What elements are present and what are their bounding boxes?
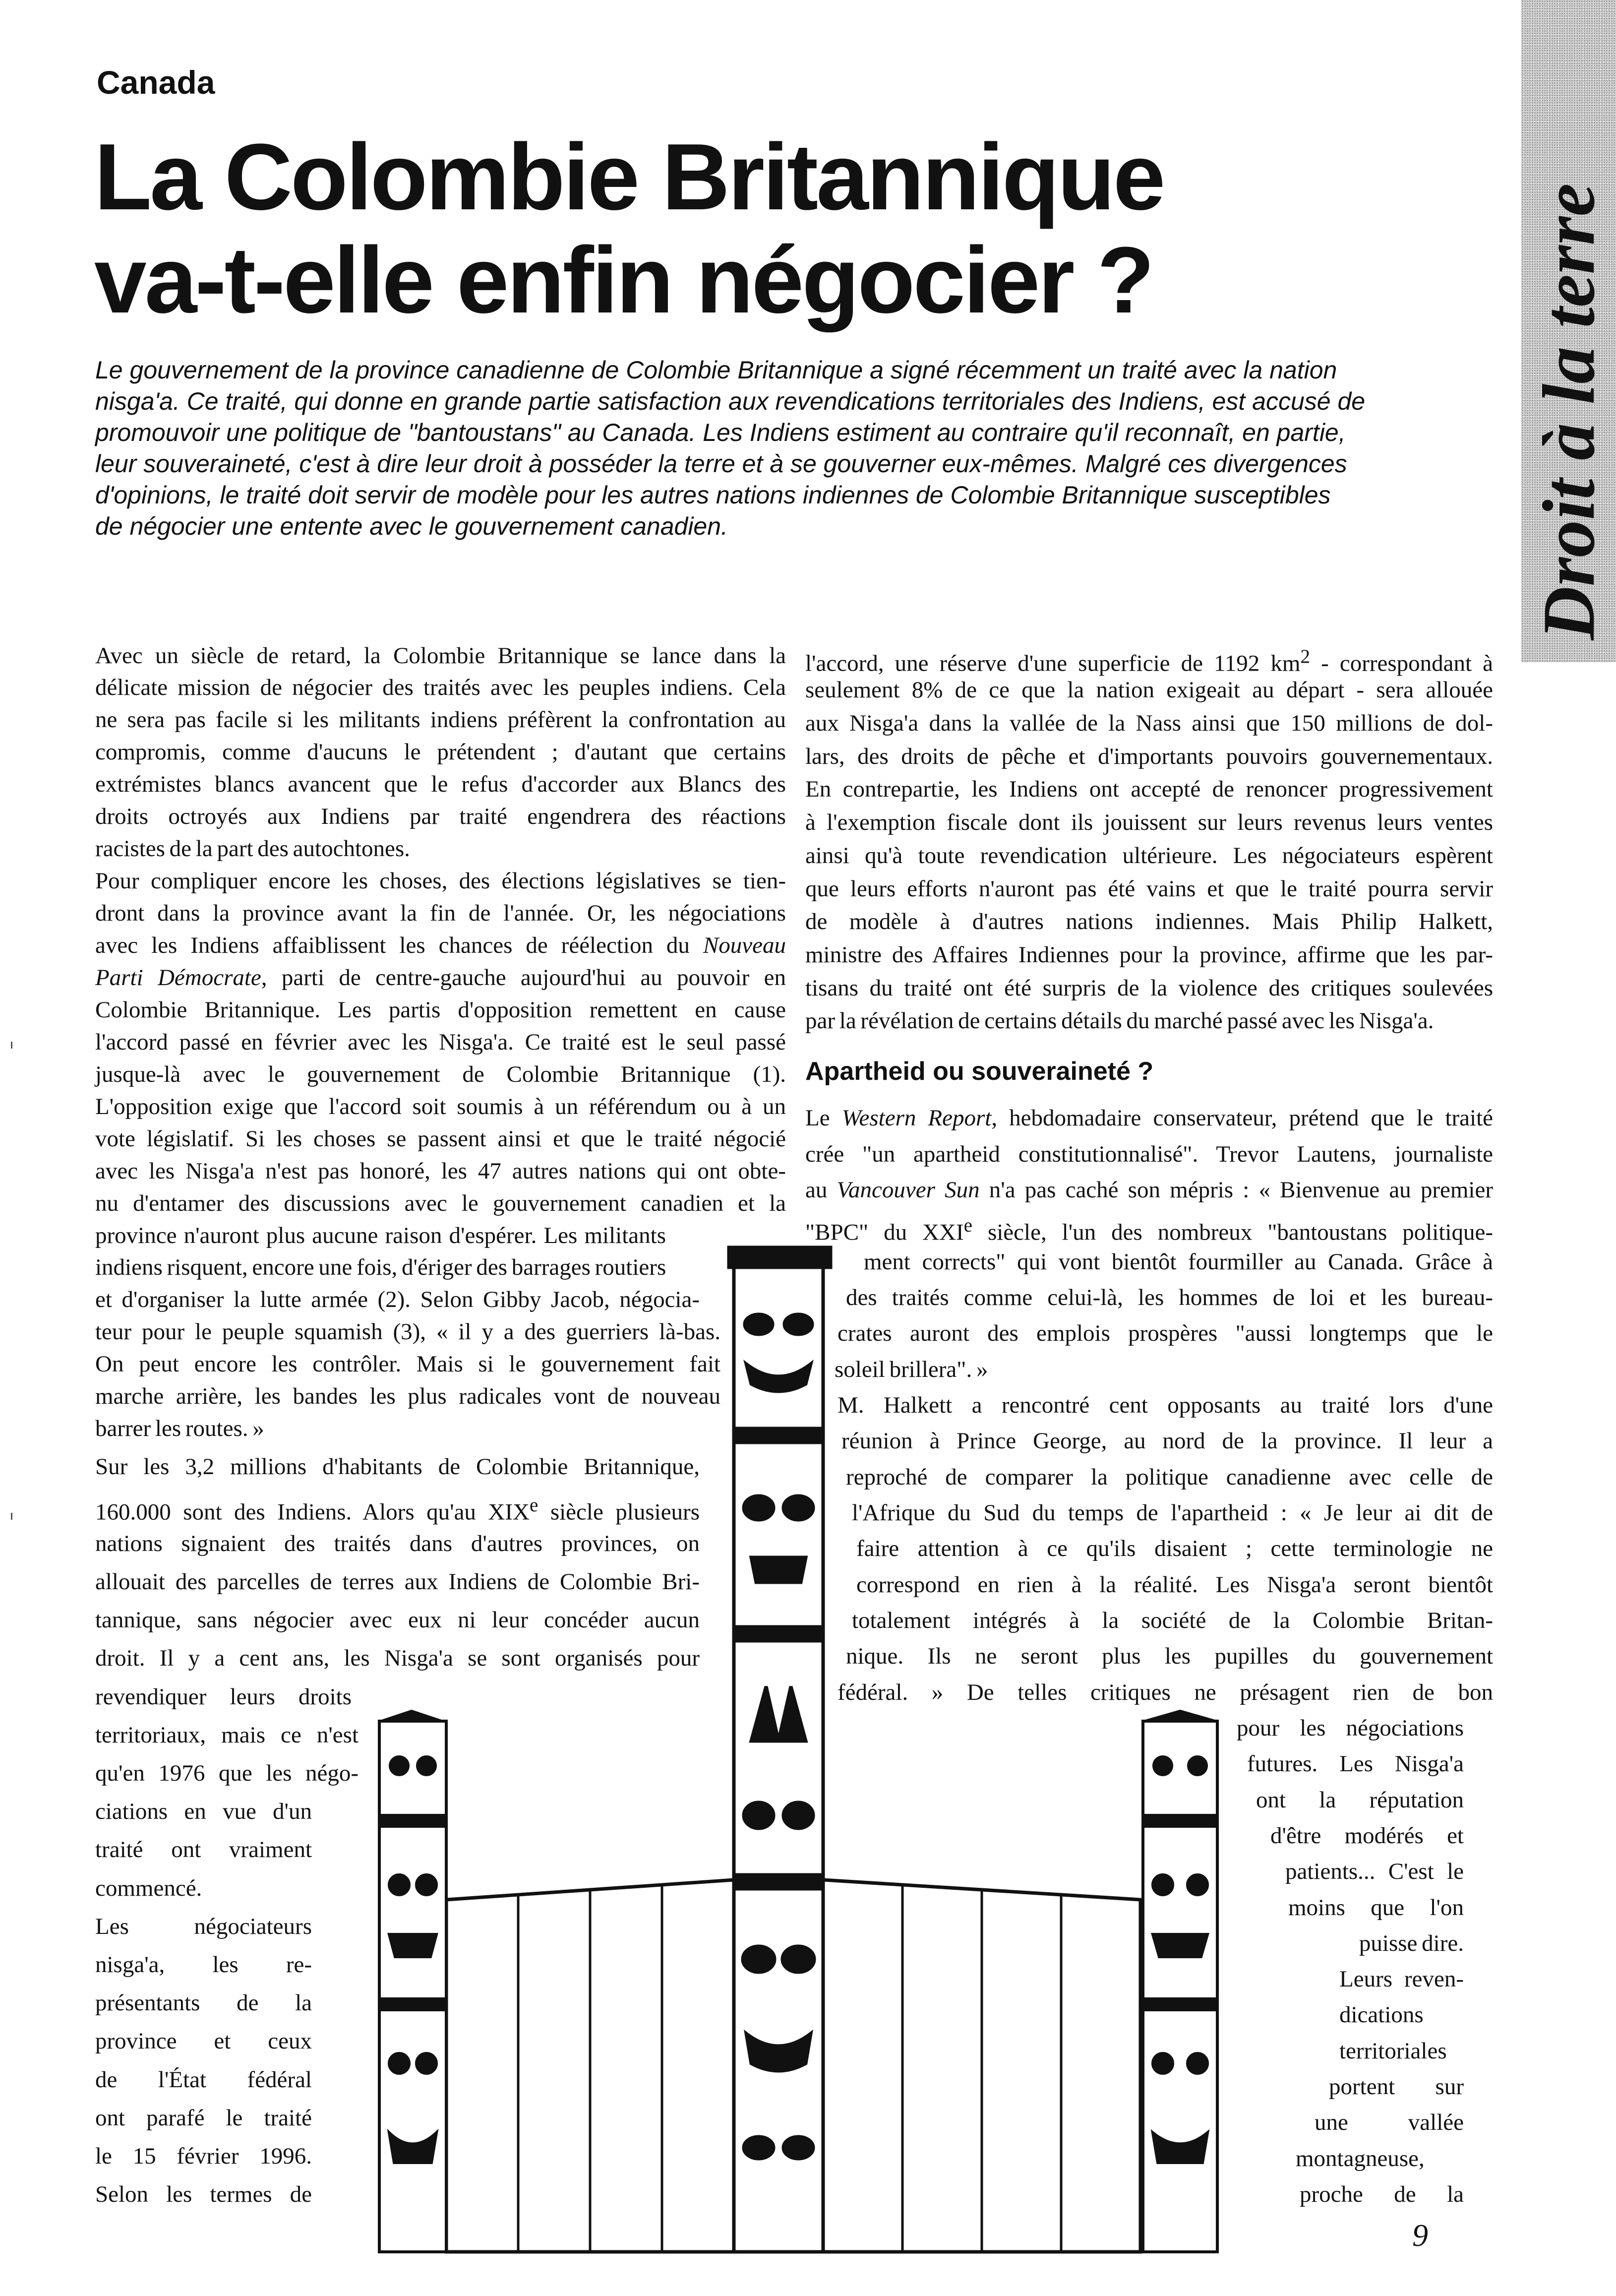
article-line: vote législatif. Si les choses se passent ainsi et que le traité négocié — [95, 1126, 786, 1152]
article-line: province n'auront plus aucune raison d'espérer. Les militants — [95, 1223, 666, 1248]
article-line: réunion à Prince George, au nord de la province. Il leur a — [841, 1428, 1493, 1454]
article-line: des traités comme celui-là, les hommes de loi et les bureau- — [846, 1285, 1493, 1310]
article-line: fédéral. » De telles critiques ne présagent rien de bon — [838, 1679, 1493, 1705]
page-number: 9 — [1412, 2218, 1428, 2253]
article-line: le 15 février 1996. — [95, 2143, 312, 2169]
article-line: pour les négociations — [1237, 1715, 1464, 1741]
article-line: avec les Nisga'a n'est pas honoré, les 47 autres nations qui ont obte- — [95, 1158, 786, 1184]
intro-line: d'opinions, le traité doit servir de modèle pour les autres nations indiennes de Colombie Britannique susceptibles — [95, 481, 1331, 509]
article-line: dront dans la province avant la fin de l'année. Or, les négociations — [95, 900, 786, 926]
article-line: extrémistes blancs avancent que le refus d'accorder aux Blancs des — [95, 771, 786, 797]
article-line: dications — [1339, 2002, 1424, 2028]
article-line: nu d'entamer des discussions avec le gouvernement canadien et la — [95, 1190, 786, 1216]
article-line: délicate mission de négocier des traités avec les peuples indiens. Cela — [95, 675, 786, 700]
intro-line: leur souveraineté, c'est à dire leur droit à posséder la terre et à se gouverner eux-mêmes. Malgré ces divergences — [95, 450, 1347, 478]
intro-line: Le gouvernement de la province canadienne de Colombie Britannique a signé récemment un traité avec la nation — [95, 356, 1337, 384]
article-line: proche de la — [1300, 2181, 1464, 2207]
article-line: ministre des Affaires Indiennes pour la province, affirme que les par- — [805, 942, 1493, 968]
article-line: crée "un apartheid constitutionnalisé". Trevor Lautens, journaliste — [805, 1141, 1493, 1167]
article-line: l'Afrique du Sud du temps de l'apartheid : « Je leur ai dit de — [852, 1500, 1493, 1526]
article-line: revendiquer leurs droits — [95, 1684, 352, 1710]
article-line: province et ceux — [95, 2028, 312, 2054]
article-line: Pour compliquer encore les choses, des élections législatives se tien- — [95, 868, 786, 894]
article-line: puisse dire. — [1359, 1930, 1464, 1956]
article-line: lars, des droits de pêche et d'importants pouvoirs gouvernementaux. — [805, 744, 1493, 769]
article-line: L'opposition exige que l'accord soit soumis à un référendum ou à un — [95, 1094, 786, 1119]
article-line: Avec un siècle de retard, la Colombie Britannique se lance dans la — [95, 643, 786, 669]
article-line: marche arrière, les bandes les plus radicales vont de nouveau — [95, 1383, 720, 1409]
article-line: En contrepartie, les Indiens ont accepté de renoncer progressivement — [805, 776, 1493, 802]
central-totem-pole — [729, 1247, 831, 2252]
article-line: nations signaient des traités dans d'autres provinces, on — [95, 1531, 700, 1556]
article-line: de l'État fédéral — [95, 2067, 312, 2093]
article-line: reproché de comparer la politique canadienne avec celle de — [846, 1464, 1493, 1490]
article-line: présentants de la — [95, 1990, 312, 2016]
article-line: indiens risquent, encore une fois, d'ériger des barrages routiers — [95, 1254, 666, 1280]
article-line: ment corrects" qui vont bientôt fourmiller au Canada. Grâce à — [864, 1249, 1493, 1275]
article-line: Parti Démocrate, parti de centre-gauche aujourd'hui au pouvoir en — [95, 965, 786, 991]
article-line: qu'en 1976 que les négo- — [95, 1760, 359, 1786]
article-line: Les négociateurs — [95, 1914, 312, 1939]
article-line: ne sera pas facile si les militants indiens préfèrent la confrontation au — [95, 707, 786, 733]
article-line: jusque-là avec le gouvernement de Colombie Britannique (1). — [95, 1061, 786, 1087]
article-line: racistes de la part des autochtones. — [95, 836, 410, 862]
article-line: Colombie Britannique. Les partis d'opposition remettent en cause — [95, 997, 786, 1023]
article-line: territoriaux, mais ce n'est — [95, 1722, 359, 1748]
article-line: nisga'a, les re- — [95, 1952, 312, 1978]
article-line: d'être modérés et — [1270, 1823, 1464, 1849]
article-line: une vallée — [1315, 2110, 1464, 2135]
article-line: l'accord passé en février avec les Nisga'a. Ce traité est le seul passé — [95, 1029, 786, 1055]
section-sidebar-tab — [1521, 0, 1616, 662]
article-line: correspond en rien à la réalité. Les Nisga'a seront bientôt — [856, 1572, 1493, 1598]
headline-line-1: La Colombie Britannique — [94, 124, 1164, 230]
article-line: Sur les 3,2 millions d'habitants de Colombie Britannique, — [95, 1454, 700, 1480]
scan-mark — [11, 1513, 12, 1520]
article-line: territoriales — [1339, 2038, 1447, 2064]
article-line: Selon les termes de — [95, 2181, 312, 2207]
left-totem-pole — [379, 1711, 446, 2252]
article-line: totalement intégrés à la société de la Colombie Britan- — [852, 1608, 1493, 1633]
intro-line: de négocier une entente avec le gouvernement canadien. — [95, 512, 728, 540]
article-line: ont parafé le traité — [95, 2105, 312, 2131]
intro-lede — [95, 355, 1444, 542]
article-line: aux Nisga'a dans la vallée de la Nass ainsi que 150 millions de dol- — [805, 710, 1493, 736]
scan-mark — [11, 1042, 12, 1049]
article-line: "BPC" du XXIe siècle, l'un des nombreux "bantoustans politique- — [805, 1215, 1493, 1245]
article-line: ont la réputation — [1256, 1787, 1464, 1813]
article-line: teur pour le peuple squamish (3), « il y a des guerriers là-bas. — [95, 1319, 720, 1345]
article-line: droit. Il y a cent ans, les Nisga'a se sont organisés pour — [95, 1645, 700, 1671]
article-line: futures. Les Nisga'a — [1247, 1751, 1464, 1777]
article-line: allouait des parcelles de terres aux Indiens de Colombie Bri- — [95, 1569, 700, 1595]
article-line: l'accord, une réserve d'une superficie de 1192 $km^2$ - correspondant à — [805, 646, 1494, 677]
intro-line: nisga'a. Ce traité, qui donne en grande partie satisfaction aux revendications territoriales des Indiens, est accusé de — [95, 387, 1366, 415]
article-line: ciations en vue d'un — [95, 1799, 312, 1824]
article-line: compromis, comme d'aucuns le prétendent ; d'autant que certains — [95, 739, 786, 765]
subheading: Apartheid ou souveraineté ? — [805, 1057, 1154, 1086]
article-line: droits octroyés aux Indiens par traité engendrera des réactions — [95, 804, 786, 829]
right-totem-pole — [1143, 1711, 1217, 2252]
section-sidebar-label: Droit à la terre — [1527, 183, 1610, 640]
article-line: nique. Ils ne seront plus les pupilles du gouvernement — [846, 1643, 1493, 1669]
headline-line-2: va-t-elle enfin négocier ? — [94, 228, 1153, 333]
article-line: montagneuse, — [1296, 2146, 1425, 2172]
article-line: portent sur — [1329, 2074, 1464, 2100]
article-line: traité ont vraiment — [95, 1837, 312, 1862]
article-line: soleil brillera". » — [835, 1357, 988, 1382]
article-line: moins que l'on — [1288, 1895, 1464, 1921]
article-line: M. Halkett a rencontré cent opposants au traité lors d'une — [838, 1392, 1493, 1418]
article-line: barrer les routes. » — [95, 1416, 264, 1441]
article-line: seulement 8% de ce que la nation exigeait au départ - sera allouée — [805, 677, 1493, 703]
article-line: faire attention à ce qu'ils disaient ; cette terminologie ne — [856, 1536, 1493, 1561]
article-line: patients... C'est le — [1285, 1859, 1464, 1884]
article-line: ainsi qu'à toute revendication ultérieure. Les négociateurs espèrent — [805, 843, 1493, 869]
article-line: Le Western Report, hebdomadaire conservateur, prétend que le traité — [805, 1105, 1493, 1131]
article-line: par la révélation de certains détails du marché passé avec les Nisga'a. — [805, 1008, 1434, 1034]
article-line: commencé. — [95, 1875, 202, 1901]
article-line: tisans du traité ont été surpris de la violence des critiques soulevées — [805, 975, 1493, 1001]
article-line: de modèle à d'autres nations indiennes. Mais Philip Halkett, — [805, 909, 1493, 934]
article-line: et d'organiser la lutte armée (2). Selon Gibby Jacob, négocia- — [95, 1287, 700, 1312]
article-line: que leurs efforts n'auront pas été vains et que le traité pourra servir — [805, 876, 1493, 902]
article-line: crates auront des emplois prospères "aussi longtemps que le — [838, 1320, 1493, 1346]
article-line: à l'exemption fiscale dont ils jouissent sur leurs revenus leurs ventes — [805, 809, 1493, 835]
article-line: avec les Indiens affaiblissent les chances de réélection du Nouveau — [95, 932, 786, 958]
section-kicker: Canada — [97, 64, 215, 101]
article-line: Leurs reven- — [1339, 1966, 1464, 1992]
article-line: 160.000 sont des Indiens. Alors qu'au XIXe siècle plusieurs — [95, 1494, 700, 1525]
article-line: On peut encore les contrôler. Mais si le gouvernement fait — [95, 1351, 720, 1377]
intro-line: promouvoir une politique de "bantoustans" au Canada. Les Indiens estiment au contraire qu'il reconnaît, en partie, — [95, 419, 1346, 446]
article-line: au Vancouver Sun n'a pas caché son mépris : « Bienvenue au premier — [805, 1177, 1493, 1203]
article-line: tannique, sans négocier avec eux ni leur concéder aucun — [95, 1607, 700, 1633]
